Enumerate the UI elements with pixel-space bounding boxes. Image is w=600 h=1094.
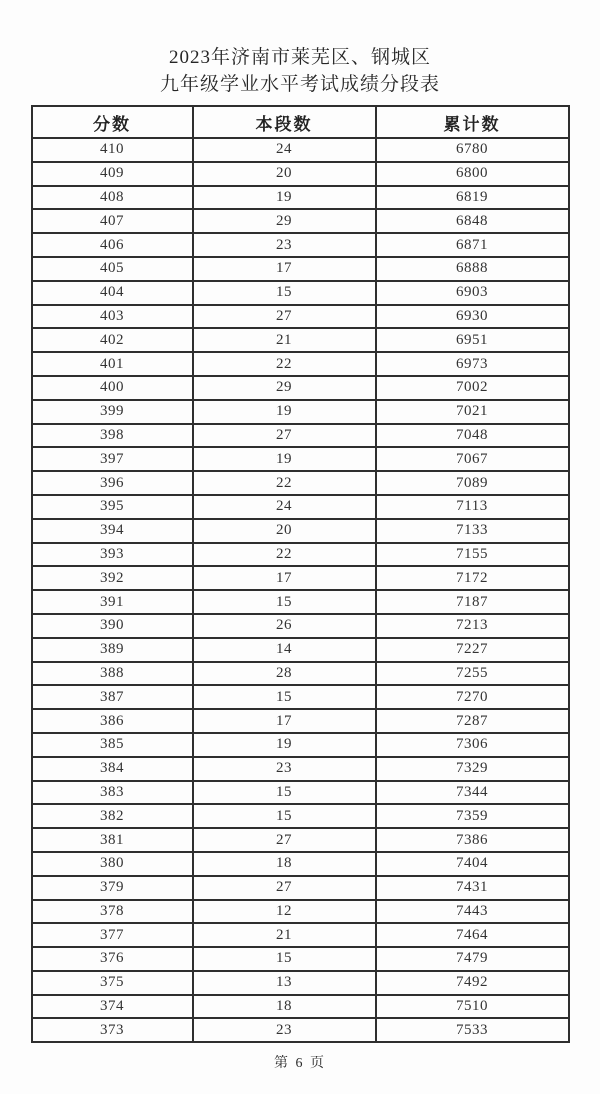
segment-count-cell: 15 bbox=[193, 781, 376, 805]
segment-count-cell: 15 bbox=[193, 281, 376, 305]
segment-count-cell: 17 bbox=[193, 709, 376, 733]
score-cell: 381 bbox=[32, 828, 193, 852]
cumulative-count-cell: 7492 bbox=[376, 971, 569, 995]
table-row bbox=[32, 590, 569, 614]
cumulative-count-cell: 7089 bbox=[376, 471, 569, 495]
cumulative-count-cell: 7255 bbox=[376, 662, 569, 686]
table-row bbox=[32, 1018, 569, 1042]
score-cell: 385 bbox=[32, 733, 193, 757]
score-cell: 401 bbox=[32, 352, 193, 376]
segment-count-cell: 22 bbox=[193, 471, 376, 495]
table-row bbox=[32, 376, 569, 400]
cumulative-count-cell: 7187 bbox=[376, 590, 569, 614]
cumulative-count-cell: 7479 bbox=[376, 947, 569, 971]
segment-count-cell: 23 bbox=[193, 757, 376, 781]
table-row bbox=[32, 543, 569, 567]
title-line-2: 九年级学业水平考试成绩分段表 bbox=[159, 74, 440, 95]
cumulative-count-cell: 7067 bbox=[376, 447, 569, 471]
table-header-row bbox=[32, 106, 569, 138]
table-row bbox=[32, 614, 569, 638]
segment-count-cell: 22 bbox=[193, 543, 376, 567]
segment-count-cell: 14 bbox=[193, 638, 376, 662]
cumulative-count-cell: 6951 bbox=[376, 328, 569, 352]
score-cell: 403 bbox=[32, 305, 193, 329]
segment-count-cell: 15 bbox=[193, 804, 376, 828]
header-score: 分数 bbox=[32, 106, 193, 138]
segment-count-cell: 21 bbox=[193, 328, 376, 352]
header-cumulative-count: 累计数 bbox=[376, 106, 569, 138]
score-cell: 395 bbox=[32, 495, 193, 519]
table-row bbox=[32, 424, 569, 448]
segment-count-cell: 13 bbox=[193, 971, 376, 995]
table-row bbox=[32, 876, 569, 900]
table-row bbox=[32, 733, 569, 757]
table-row bbox=[32, 209, 569, 233]
score-cell: 406 bbox=[32, 233, 193, 257]
table-row bbox=[32, 662, 569, 686]
score-cell: 396 bbox=[32, 471, 193, 495]
score-table-body bbox=[32, 138, 569, 1042]
cumulative-count-cell: 7021 bbox=[376, 400, 569, 424]
segment-count-cell: 19 bbox=[193, 186, 376, 210]
cumulative-count-cell: 7287 bbox=[376, 709, 569, 733]
segment-count-cell: 19 bbox=[193, 733, 376, 757]
cumulative-count-cell: 7048 bbox=[376, 424, 569, 448]
segment-count-cell: 21 bbox=[193, 923, 376, 947]
table-row bbox=[32, 186, 569, 210]
cumulative-count-cell: 7002 bbox=[376, 376, 569, 400]
score-cell: 380 bbox=[32, 852, 193, 876]
segment-count-cell: 19 bbox=[193, 447, 376, 471]
segment-count-cell: 22 bbox=[193, 352, 376, 376]
score-cell: 410 bbox=[32, 138, 193, 162]
cumulative-count-cell: 7133 bbox=[376, 519, 569, 543]
table-row bbox=[32, 971, 569, 995]
score-cell: 408 bbox=[32, 186, 193, 210]
cumulative-count-cell: 7431 bbox=[376, 876, 569, 900]
table-row bbox=[32, 900, 569, 924]
score-cell: 404 bbox=[32, 281, 193, 305]
score-cell: 394 bbox=[32, 519, 193, 543]
page-number: 第 6 页 bbox=[274, 1056, 326, 1072]
cumulative-count-cell: 7113 bbox=[376, 495, 569, 519]
segment-count-cell: 23 bbox=[193, 1018, 376, 1042]
score-cell: 383 bbox=[32, 781, 193, 805]
table-row bbox=[32, 923, 569, 947]
table-row bbox=[32, 257, 569, 281]
header-segment-count: 本段数 bbox=[193, 106, 376, 138]
table-row bbox=[32, 233, 569, 257]
cumulative-count-cell: 6973 bbox=[376, 352, 569, 376]
segment-count-cell: 17 bbox=[193, 257, 376, 281]
segment-count-cell: 27 bbox=[193, 424, 376, 448]
score-cell: 409 bbox=[32, 162, 193, 186]
table-row bbox=[32, 947, 569, 971]
cumulative-count-cell: 6800 bbox=[376, 162, 569, 186]
segment-count-cell: 27 bbox=[193, 876, 376, 900]
score-cell: 393 bbox=[32, 543, 193, 567]
score-cell: 398 bbox=[32, 424, 193, 448]
score-cell: 407 bbox=[32, 209, 193, 233]
cumulative-count-cell: 7344 bbox=[376, 781, 569, 805]
segment-count-cell: 18 bbox=[193, 995, 376, 1019]
segment-count-cell: 15 bbox=[193, 685, 376, 709]
segment-count-cell: 20 bbox=[193, 519, 376, 543]
segment-count-cell: 12 bbox=[193, 900, 376, 924]
table-row bbox=[32, 638, 569, 662]
score-distribution-table bbox=[31, 105, 570, 1043]
cumulative-count-cell: 6780 bbox=[376, 138, 569, 162]
title-line-1: 2023年济南市莱芜区、钢城区 bbox=[168, 47, 431, 68]
score-cell: 384 bbox=[32, 757, 193, 781]
cumulative-count-cell: 7404 bbox=[376, 852, 569, 876]
cumulative-count-cell: 7386 bbox=[376, 828, 569, 852]
score-cell: 397 bbox=[32, 447, 193, 471]
score-cell: 377 bbox=[32, 923, 193, 947]
segment-count-cell: 17 bbox=[193, 566, 376, 590]
table-row bbox=[32, 328, 569, 352]
segment-count-cell: 27 bbox=[193, 828, 376, 852]
score-cell: 375 bbox=[32, 971, 193, 995]
table-row bbox=[32, 757, 569, 781]
table-row bbox=[32, 995, 569, 1019]
table-row bbox=[32, 495, 569, 519]
cumulative-count-cell: 7443 bbox=[376, 900, 569, 924]
table-row bbox=[32, 352, 569, 376]
cumulative-count-cell: 6930 bbox=[376, 305, 569, 329]
cumulative-count-cell: 7213 bbox=[376, 614, 569, 638]
score-cell: 400 bbox=[32, 376, 193, 400]
cumulative-count-cell: 6888 bbox=[376, 257, 569, 281]
cumulative-count-cell: 7306 bbox=[376, 733, 569, 757]
segment-count-cell: 26 bbox=[193, 614, 376, 638]
score-cell: 373 bbox=[32, 1018, 193, 1042]
table-row bbox=[32, 471, 569, 495]
cumulative-count-cell: 7227 bbox=[376, 638, 569, 662]
cumulative-count-cell: 7533 bbox=[376, 1018, 569, 1042]
table-row bbox=[32, 685, 569, 709]
cumulative-count-cell: 7270 bbox=[376, 685, 569, 709]
table-row bbox=[32, 400, 569, 424]
segment-count-cell: 24 bbox=[193, 495, 376, 519]
cumulative-count-cell: 6903 bbox=[376, 281, 569, 305]
segment-count-cell: 18 bbox=[193, 852, 376, 876]
segment-count-cell: 29 bbox=[193, 376, 376, 400]
score-cell: 392 bbox=[32, 566, 193, 590]
cumulative-count-cell: 6819 bbox=[376, 186, 569, 210]
table-row bbox=[32, 709, 569, 733]
segment-count-cell: 19 bbox=[193, 400, 376, 424]
score-cell: 389 bbox=[32, 638, 193, 662]
table-row bbox=[32, 138, 569, 162]
table-row bbox=[32, 852, 569, 876]
cumulative-count-cell: 6848 bbox=[376, 209, 569, 233]
segment-count-cell: 15 bbox=[193, 590, 376, 614]
score-cell: 405 bbox=[32, 257, 193, 281]
segment-count-cell: 29 bbox=[193, 209, 376, 233]
score-cell: 386 bbox=[32, 709, 193, 733]
segment-count-cell: 27 bbox=[193, 305, 376, 329]
score-cell: 388 bbox=[32, 662, 193, 686]
cumulative-count-cell: 7155 bbox=[376, 543, 569, 567]
cumulative-count-cell: 7464 bbox=[376, 923, 569, 947]
score-cell: 379 bbox=[32, 876, 193, 900]
table-row bbox=[32, 804, 569, 828]
table-row bbox=[32, 828, 569, 852]
score-cell: 399 bbox=[32, 400, 193, 424]
segment-count-cell: 15 bbox=[193, 947, 376, 971]
score-cell: 391 bbox=[32, 590, 193, 614]
score-cell: 374 bbox=[32, 995, 193, 1019]
table-row bbox=[32, 781, 569, 805]
score-cell: 390 bbox=[32, 614, 193, 638]
table-row bbox=[32, 162, 569, 186]
table-row bbox=[32, 447, 569, 471]
table-row bbox=[32, 305, 569, 329]
table-row bbox=[32, 281, 569, 305]
segment-count-cell: 28 bbox=[193, 662, 376, 686]
cumulative-count-cell: 7172 bbox=[376, 566, 569, 590]
table-row bbox=[32, 566, 569, 590]
score-cell: 382 bbox=[32, 804, 193, 828]
page-title bbox=[0, 0, 600, 98]
segment-count-cell: 24 bbox=[193, 138, 376, 162]
score-cell: 376 bbox=[32, 947, 193, 971]
segment-count-cell: 23 bbox=[193, 233, 376, 257]
score-cell: 402 bbox=[32, 328, 193, 352]
table-row bbox=[32, 519, 569, 543]
cumulative-count-cell: 6871 bbox=[376, 233, 569, 257]
cumulative-count-cell: 7329 bbox=[376, 757, 569, 781]
cumulative-count-cell: 7510 bbox=[376, 995, 569, 1019]
score-cell: 387 bbox=[32, 685, 193, 709]
cumulative-count-cell: 7359 bbox=[376, 804, 569, 828]
score-cell: 378 bbox=[32, 900, 193, 924]
segment-count-cell: 20 bbox=[193, 162, 376, 186]
